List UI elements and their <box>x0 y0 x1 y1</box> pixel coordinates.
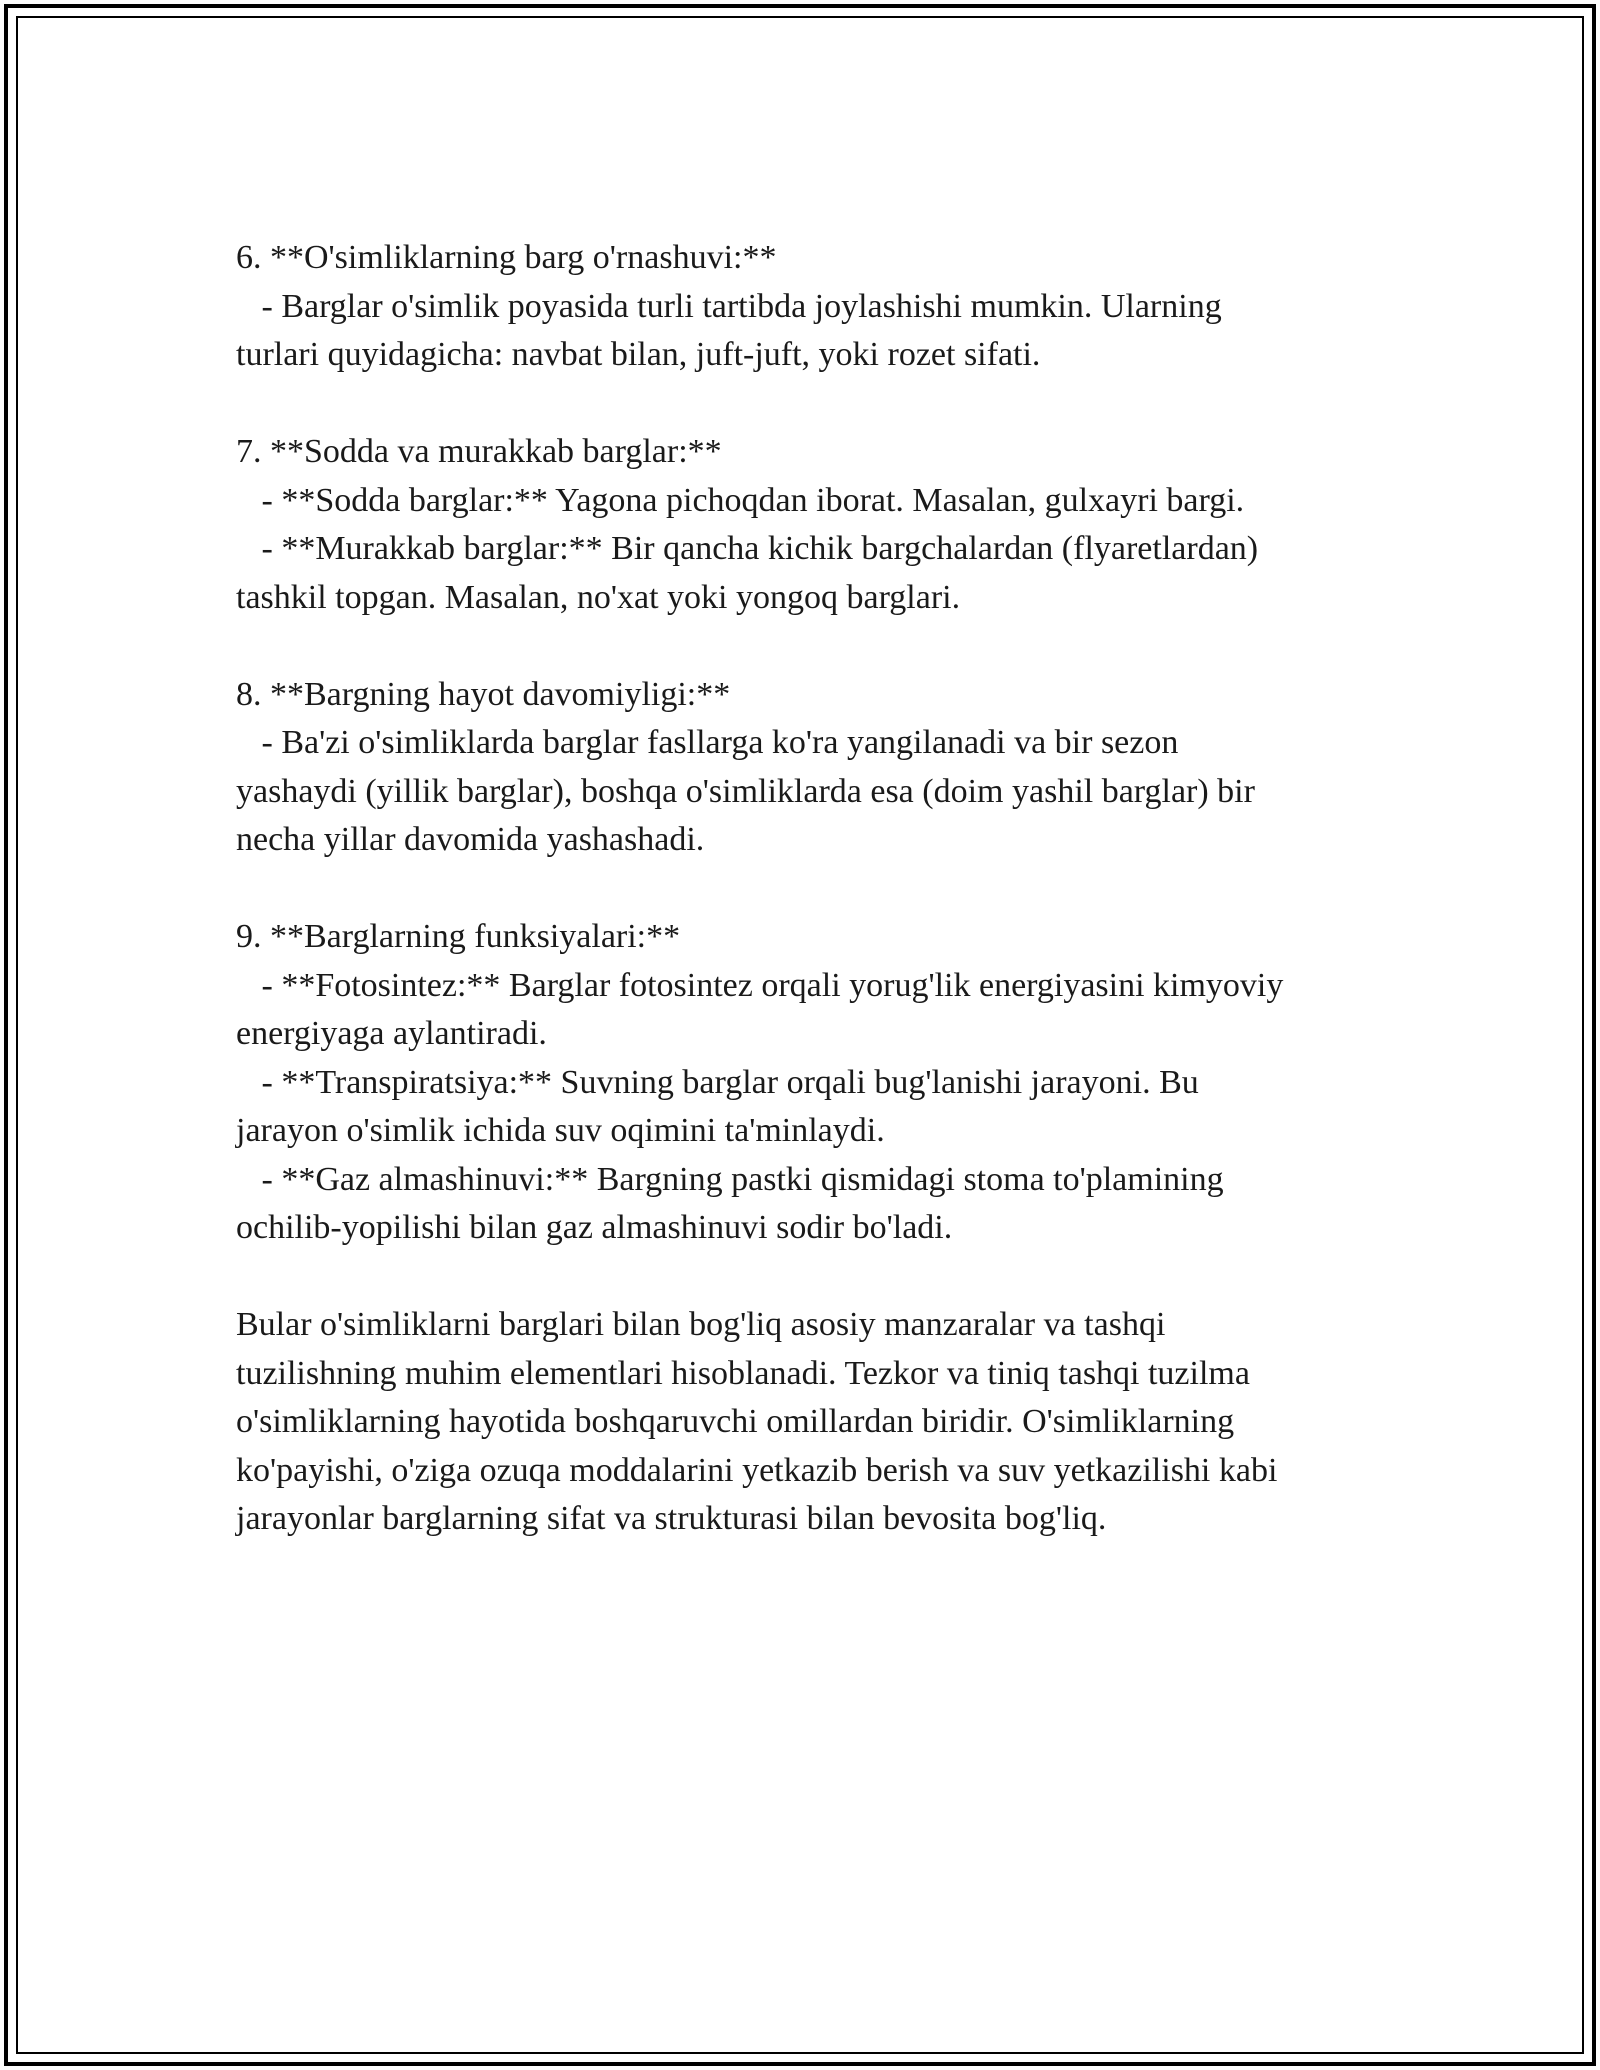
text-line: - **Murakkab barglar:** Bir qancha kichik bargchalardan (flyaretlardan) <box>236 530 1259 567</box>
section-leaf-arrangement <box>236 234 1386 380</box>
section-heading: 6. **O'simliklarning barg o'rnashuvi:** <box>236 239 777 276</box>
text-line: ochilib-yopilishi bilan gaz almashinuvi sodir bo'ladi. <box>236 1209 953 1246</box>
section-heading: 7. **Sodda va murakkab barglar:** <box>236 433 722 470</box>
paragraph-gap <box>236 865 1386 914</box>
text-line: - **Fotosintez:** Barglar fotosintez orqali yorug'lik energiyasini kimyoviy <box>236 966 1284 1004</box>
section-simple-compound-leaves <box>236 428 1386 622</box>
section-conclusion <box>236 1301 1386 1544</box>
text-line: jarayon o'simlik ichida suv oqimini ta'minlaydi. <box>236 1112 885 1149</box>
section-leaf-functions <box>236 913 1386 1253</box>
document-body <box>236 234 1386 1544</box>
section-heading: 9. **Barglarning funksiyalari:** <box>236 918 681 955</box>
text-line: ko'payishi, o'ziga ozuqa moddalarini yetkazib berish va suv yetkazilishi kabi <box>236 1451 1278 1489</box>
text-line: turlari quyidagicha: navbat bilan, juft-juft, yoki rozet sifati. <box>236 336 1041 373</box>
text-line: yashaydi (yillik barglar), boshqa o'simliklarda esa (doim yashil barglar) bir <box>236 772 1255 810</box>
text-line: o'simliklarning hayotida boshqaruvchi omillardan biridir. O'simliklarning <box>236 1403 1235 1440</box>
text-line: - Barglar o'simlik poyasida turli tartibda joylashishi mumkin. Ularning <box>236 287 1222 325</box>
text-line: - Ba'zi o'simliklarda barglar fasllarga ko'ra yangilanadi va bir sezon <box>236 724 1179 761</box>
section-heading: 8. **Bargning hayot davomiyligi:** <box>236 675 731 713</box>
paragraph-gap <box>236 622 1386 671</box>
paragraph-gap <box>236 380 1386 429</box>
text-line: - **Transpiratsiya:** Suvning barglar orqali bug'lanishi jarayoni. Bu <box>236 1063 1199 1101</box>
text-line: necha yillar davomida yashashadi. <box>236 821 705 858</box>
text-line: energiyaga aylantiradi. <box>236 1015 547 1052</box>
text-line: tashkil topgan. Masalan, no'xat yoki yongoq barglari. <box>236 578 961 616</box>
text-line: tuzilishning muhim elementlari hisoblanadi. Tezkor va tiniq tashqi tuzilma <box>236 1354 1250 1392</box>
text-line: jarayonlar barglarning sifat va strukturasi bilan bevosita bog'liq. <box>236 1500 1107 1537</box>
text-line: - **Sodda barglar:** Yagona pichoqdan iborat. Masalan, gulxayri bargi. <box>236 481 1245 519</box>
section-leaf-lifespan <box>236 671 1386 865</box>
paragraph-gap <box>236 1253 1386 1302</box>
text-line: Bular o'simliklarni barglari bilan bog'liq asosiy manzaralar va tashqi <box>236 1306 1166 1343</box>
text-line: - **Gaz almashinuvi:** Bargning pastki qismidagi stoma to'plamining <box>236 1160 1224 1198</box>
